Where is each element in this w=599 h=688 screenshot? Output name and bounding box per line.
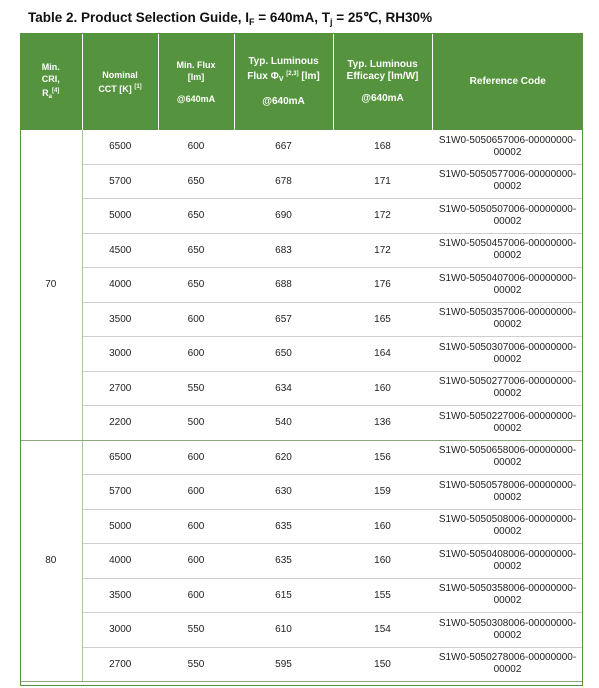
cell-typ-flux: 657 xyxy=(234,302,333,337)
cell-min-flux: 650 xyxy=(158,164,234,199)
cell-cct: 6500 xyxy=(82,440,158,475)
cell-min-flux: 600 xyxy=(158,509,234,544)
cell-min-flux: 600 xyxy=(158,130,234,164)
cell-reference-code xyxy=(432,544,583,579)
caption-suffix: = 25℃, RH30% xyxy=(332,10,433,25)
cell-min-flux: 550 xyxy=(158,371,234,406)
reference-code-line1: S1W0-5050278006-00000000- xyxy=(438,652,577,664)
reference-code-line1: S1W0-5050227006-00000000- xyxy=(438,410,577,422)
cell-efficacy: 136 xyxy=(333,406,432,441)
table-row xyxy=(20,475,583,510)
cell-efficacy: 164 xyxy=(333,337,432,372)
caption-tj-sub: j xyxy=(329,17,333,27)
cell-cct: 5000 xyxy=(82,199,158,234)
header-nominal-cct: Nominal CCT [K] [1] xyxy=(82,33,158,130)
reference-code-line1: S1W0-5050308006-00000000- xyxy=(438,617,577,629)
table-row xyxy=(20,199,583,234)
cell-reference-code xyxy=(432,130,583,164)
cell-reference-code xyxy=(432,475,583,510)
cell-min-flux: 600 xyxy=(158,337,234,372)
cell-efficacy: 159 xyxy=(333,475,432,510)
table-row xyxy=(20,406,583,441)
reference-code-line1: S1W0-5050507006-00000000- xyxy=(438,203,577,215)
reference-code-line2: 00002 xyxy=(493,353,522,365)
reference-code-line1: S1W0-5050508006-00000000- xyxy=(438,514,577,526)
cell-efficacy: 171 xyxy=(333,164,432,199)
cell-min-cri: 80 xyxy=(20,440,82,682)
cell-cct: 3000 xyxy=(82,613,158,648)
reference-code-line1: S1W0-5050277006-00000000- xyxy=(438,376,577,388)
cell-efficacy: 165 xyxy=(333,302,432,337)
reference-code-line1: S1W0-5050408006-00000000- xyxy=(438,548,577,560)
reference-code-line2: 00002 xyxy=(493,146,522,158)
reference-code-line2: 00002 xyxy=(493,595,522,607)
cell-reference-code xyxy=(432,337,583,372)
reference-code-line2: 00002 xyxy=(493,491,522,503)
reference-code-line2: 00002 xyxy=(493,422,522,434)
cell-reference-code xyxy=(432,440,583,475)
cell-efficacy: 156 xyxy=(333,440,432,475)
cell-typ-flux: 688 xyxy=(234,268,333,303)
cell-cct: 2200 xyxy=(82,406,158,441)
reference-code-line2: 00002 xyxy=(493,250,522,262)
table-row xyxy=(20,509,583,544)
reference-code-line1: S1W0-5050357006-00000000- xyxy=(438,307,577,319)
reference-code-line1: S1W0-5050307006-00000000- xyxy=(438,341,577,353)
cell-min-flux: 600 xyxy=(158,302,234,337)
reference-code-line1: S1W0-5050578006-00000000- xyxy=(438,479,577,491)
cell-typ-flux: 683 xyxy=(234,233,333,268)
cell-reference-code xyxy=(432,613,583,648)
header-min-flux: Min. Flux [lm] @640mA xyxy=(158,33,234,130)
reference-code-line2: 00002 xyxy=(493,319,522,331)
table-row xyxy=(20,544,583,579)
cell-min-flux: 600 xyxy=(158,440,234,475)
cell-min-flux: 600 xyxy=(158,475,234,510)
header-typ-luminous-flux: Typ. Luminous Flux $\Phi_V$ [2,3] [lm] @640mA xyxy=(234,33,333,130)
table-row xyxy=(20,130,583,164)
table-caption xyxy=(28,10,432,27)
table-row xyxy=(20,233,583,268)
cell-typ-flux: 667 xyxy=(234,130,333,164)
cell-min-flux: 650 xyxy=(158,233,234,268)
cell-cct: 3000 xyxy=(82,337,158,372)
table-row xyxy=(20,647,583,682)
cell-cct: 4500 xyxy=(82,233,158,268)
cell-efficacy: 155 xyxy=(333,578,432,613)
cell-min-flux: 650 xyxy=(158,199,234,234)
table-body xyxy=(20,130,583,682)
cell-reference-code xyxy=(432,302,583,337)
cell-cct: 6500 xyxy=(82,130,158,164)
reference-code-line2: 00002 xyxy=(493,560,522,572)
cell-typ-flux: 540 xyxy=(234,406,333,441)
reference-code-line1: S1W0-5050577006-00000000- xyxy=(438,169,577,181)
cell-typ-flux: 610 xyxy=(234,613,333,648)
table-row xyxy=(20,268,583,303)
cell-reference-code xyxy=(432,406,583,441)
reference-code-line1: S1W0-5050658006-00000000- xyxy=(438,445,577,457)
cell-min-flux: 500 xyxy=(158,406,234,441)
table-row xyxy=(20,613,583,648)
cell-typ-flux: 634 xyxy=(234,371,333,406)
cell-reference-code xyxy=(432,371,583,406)
header-row xyxy=(20,33,583,130)
cell-efficacy: 160 xyxy=(333,371,432,406)
cell-reference-code xyxy=(432,509,583,544)
header-min-cri: Min. CRI, $R_a[4]$ xyxy=(20,33,82,130)
reference-code-line2: 00002 xyxy=(493,526,522,538)
cell-efficacy: 168 xyxy=(333,130,432,164)
caption-mid: = 640mA, T xyxy=(254,10,330,25)
reference-code-line1: S1W0-5050457006-00000000- xyxy=(438,238,577,250)
reference-code-line2: 00002 xyxy=(493,664,522,676)
reference-code-line2: 00002 xyxy=(493,284,522,296)
cell-typ-flux: 690 xyxy=(234,199,333,234)
table-row xyxy=(20,164,583,199)
reference-code-line2: 00002 xyxy=(493,215,522,227)
cell-cct: 5000 xyxy=(82,509,158,544)
table-row xyxy=(20,578,583,613)
cell-efficacy: 154 xyxy=(333,613,432,648)
reference-code-line2: 00002 xyxy=(493,388,522,400)
table-row xyxy=(20,371,583,406)
caption-prefix: Table 2. Product Selection Guide, I xyxy=(28,10,250,25)
cell-cct: 5700 xyxy=(82,475,158,510)
cell-efficacy: 150 xyxy=(333,647,432,682)
cell-typ-flux: 595 xyxy=(234,647,333,682)
cell-cct: 5700 xyxy=(82,164,158,199)
reference-code-line1: S1W0-5050657006-00000000- xyxy=(438,134,577,146)
header-reference-code: Reference Code xyxy=(432,33,583,130)
cell-reference-code xyxy=(432,233,583,268)
cell-min-flux: 600 xyxy=(158,544,234,579)
cell-efficacy: 172 xyxy=(333,233,432,268)
reference-code-line2: 00002 xyxy=(493,629,522,641)
cell-min-flux: 650 xyxy=(158,268,234,303)
reference-code-line2: 00002 xyxy=(493,457,522,469)
cell-typ-flux: 650 xyxy=(234,337,333,372)
cell-typ-flux: 635 xyxy=(234,544,333,579)
cell-typ-flux: 630 xyxy=(234,475,333,510)
table-row xyxy=(20,337,583,372)
cell-typ-flux: 635 xyxy=(234,509,333,544)
table-row xyxy=(20,440,583,475)
cell-efficacy: 176 xyxy=(333,268,432,303)
cell-typ-flux: 620 xyxy=(234,440,333,475)
cell-reference-code xyxy=(432,647,583,682)
cell-cct: 4000 xyxy=(82,544,158,579)
reference-code-line2: 00002 xyxy=(493,181,522,193)
reference-code-line1: S1W0-5050358006-00000000- xyxy=(438,583,577,595)
cell-efficacy: 160 xyxy=(333,544,432,579)
table-row xyxy=(20,302,583,337)
cell-efficacy: 160 xyxy=(333,509,432,544)
caption-if-sub: F xyxy=(249,17,255,27)
cell-typ-flux: 615 xyxy=(234,578,333,613)
header-typ-luminous-efficacy: Typ. Luminous Efficacy [lm/W] @640mA xyxy=(333,33,432,130)
product-selection-table xyxy=(20,33,583,682)
cell-min-cri: 70 xyxy=(20,130,82,440)
cell-cct: 2700 xyxy=(82,647,158,682)
cell-min-flux: 550 xyxy=(158,613,234,648)
cell-min-flux: 600 xyxy=(158,578,234,613)
cell-min-flux: 550 xyxy=(158,647,234,682)
reference-code-line1: S1W0-5050407006-00000000- xyxy=(438,272,577,284)
cell-cct: 3500 xyxy=(82,578,158,613)
cell-typ-flux: 678 xyxy=(234,164,333,199)
cell-cct: 3500 xyxy=(82,302,158,337)
cell-reference-code xyxy=(432,164,583,199)
cell-efficacy: 172 xyxy=(333,199,432,234)
cell-reference-code xyxy=(432,268,583,303)
cell-reference-code xyxy=(432,578,583,613)
cell-reference-code xyxy=(432,199,583,234)
cell-cct: 2700 xyxy=(82,371,158,406)
cell-cct: 4000 xyxy=(82,268,158,303)
